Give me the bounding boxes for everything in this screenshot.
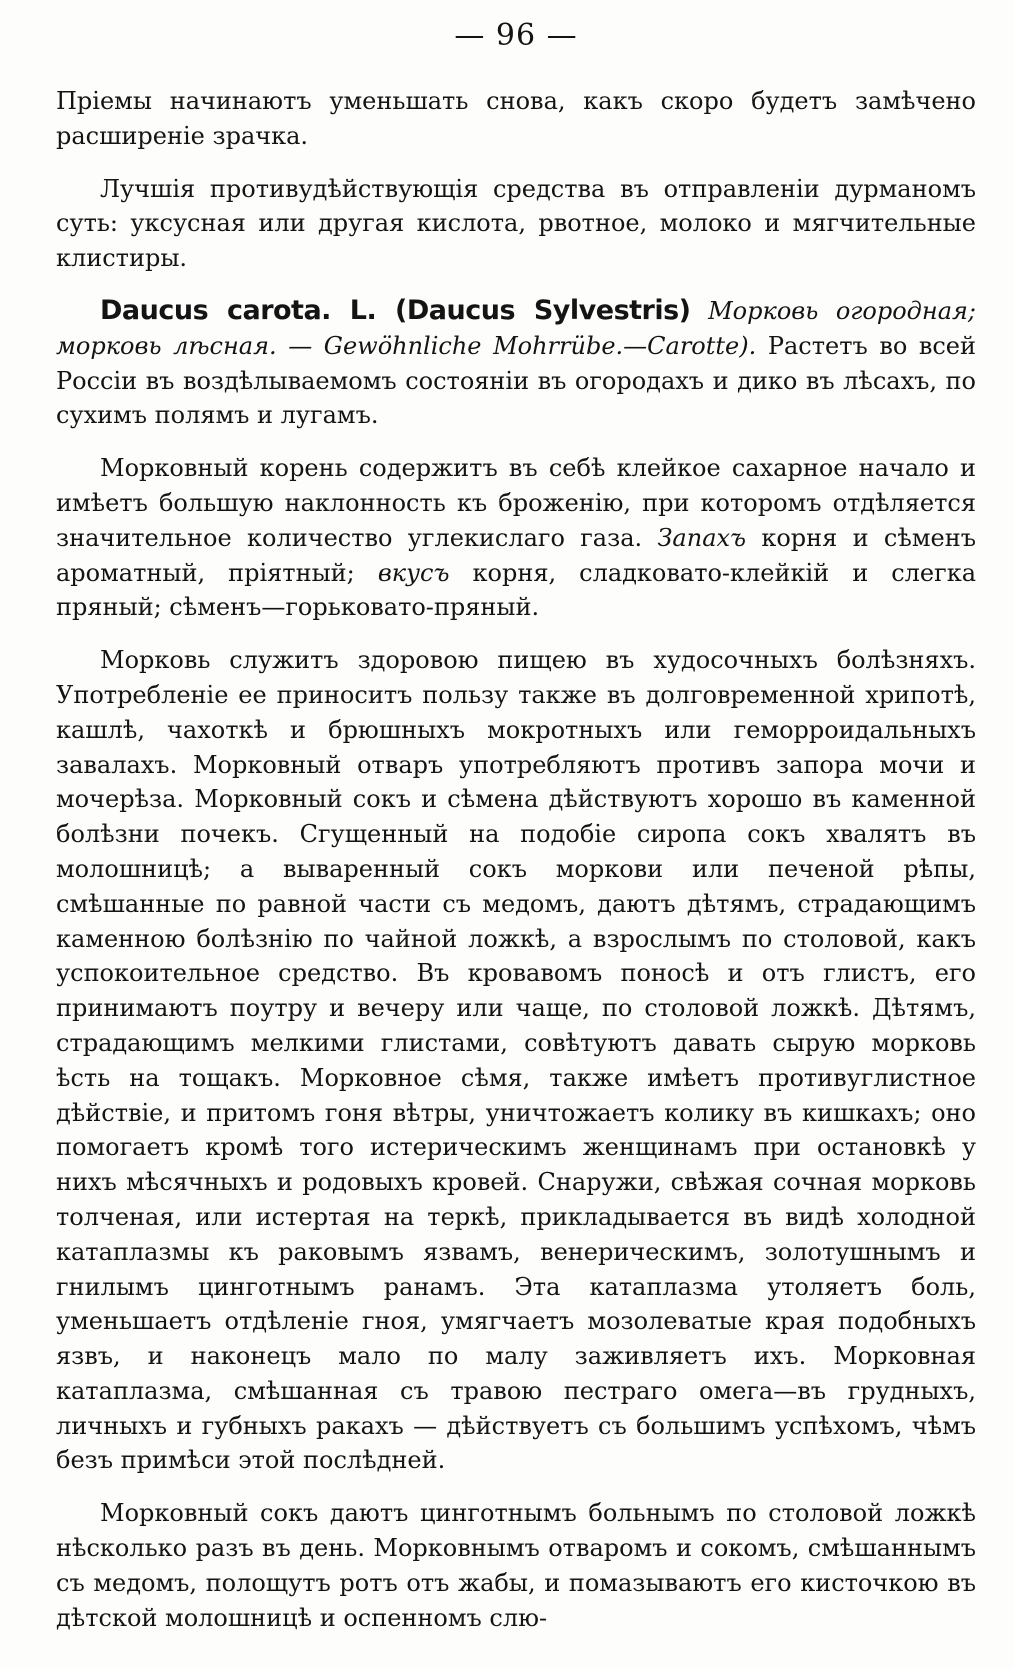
root-composition-text: Морковный корень содержитъ въ себѣ клейкое сахарное начало и имѣетъ большую наклонность къ броженію, при которомъ отдѣляется значительное количество углекислаго газа. (56, 454, 976, 552)
paragraph-dose-reduction: Пріемы начинаютъ уменьшать снова, какъ скоро будетъ замѣчено расширеніе зрачка. (56, 87, 976, 150)
smell-text: корня и сѣменъ ароматный, пріятный; (56, 523, 976, 587)
paragraph-antidotes: Лучшія противудѣйствующія средства въ отправленіи дурманомъ суть: уксусная или другая кислота, рвотное, молоко и мягчительные клистиры. (56, 174, 976, 273)
taste-text: корня, сладковато-клейкій и слегка пряный; сѣменъ—горьковато-пряный. (56, 558, 977, 622)
common-names: Морковь огородная; морковь лѣсная. — Gewöhnliche Mohrrübe.—Carotte). (56, 296, 976, 360)
latin-species-name: Daucus carota. L. (Daucus Sylvestris) (100, 294, 691, 326)
taste-label: вкусъ (377, 558, 450, 587)
page-content (56, 14, 976, 1653)
paragraph-juice-uses: Морковный сокъ даютъ цинготнымъ больнымъ по столовой ложкѣ нѣсколько разъ въ день. Морковнымъ отваромъ и сокомъ, смѣшаннымъ съ медомъ, полощутъ ротъ отъ жабы, и помазываютъ его кисточкою въ дѣтской молошницѣ и оспенномъ слю- (56, 1499, 976, 1632)
habitat-text: Растетъ во всей Россіи въ воздѣлываемомъ состояніи въ огородахъ и дико въ лѣсахъ, по сухимъ полямъ и лугамъ. (56, 331, 977, 430)
smell-label: Запахъ (657, 523, 747, 552)
paragraph-daucus-carota-intro (56, 294, 976, 433)
paragraph-medical-uses: Морковь служитъ здоровою пищею въ худосочныхъ болѣзняхъ. Употребленіе ее приноситъ пользу также въ долговременной хрипотѣ, кашлѣ, чахоткѣ и брюшныхъ мокротныхъ или геморроидальныхъ завалахъ. Морковный отваръ употребляютъ противъ запора мочи и мочерѣза. Морковный сокъ и сѣмена дѣйствуютъ хорошо въ каменной болѣзни почекъ. Сгущенный на подобіе сиропа сокъ хвалятъ въ молошницѣ; а вываренный сокъ моркови или печеной рѣпы, смѣшанные по равной части съ медомъ, даютъ дѣтямъ, страдающимъ каменною болѣзнію по чайной ложкѣ, а взрослымъ по столовой, какъ успокоительное средство. Въ кровавомъ поносѣ и отъ глистъ, его принимаютъ поутру и вечеру или чаще, по столовой ложкѣ. Дѣтямъ, страдающимъ мелкими глистами, совѣтуютъ давать сырую морковь ѣсть на тощакъ. Морковное сѣмя, также имѣетъ противуглистное дѣйствіе, и притомъ гоня вѣтры, уничтожаетъ колику въ кишкахъ; оно помогаетъ кромѣ того истерическимъ женщинамъ при остановкѣ у нихъ мѣсячныхъ и родовыхъ кровей. Снаружи, свѣжая сочная морковь толченая, или истертая на теркѣ, прикладывается въ видѣ холодной катаплазмы къ раковымъ язвамъ, венерическимъ, золотушнымъ и гнилымъ цинготнымъ ранамъ. Эта катаплазма утоляетъ боль, уменьшаетъ отдѣленіе гноя, умягчаетъ мозолеватые края подобныхъ язвъ, и наконецъ мало по малу заживляетъ ихъ. Морковная катаплазма, смѣшанная съ травою пестраго омега—въ грудныхъ, личныхъ и губныхъ ракахъ — дѣйствуетъ съ большимъ успѣхомъ, чѣмъ безъ примѣси этой послѣдней. (56, 646, 976, 1475)
page-number: — 96 — (454, 18, 578, 53)
paragraph-root-properties (56, 451, 976, 625)
